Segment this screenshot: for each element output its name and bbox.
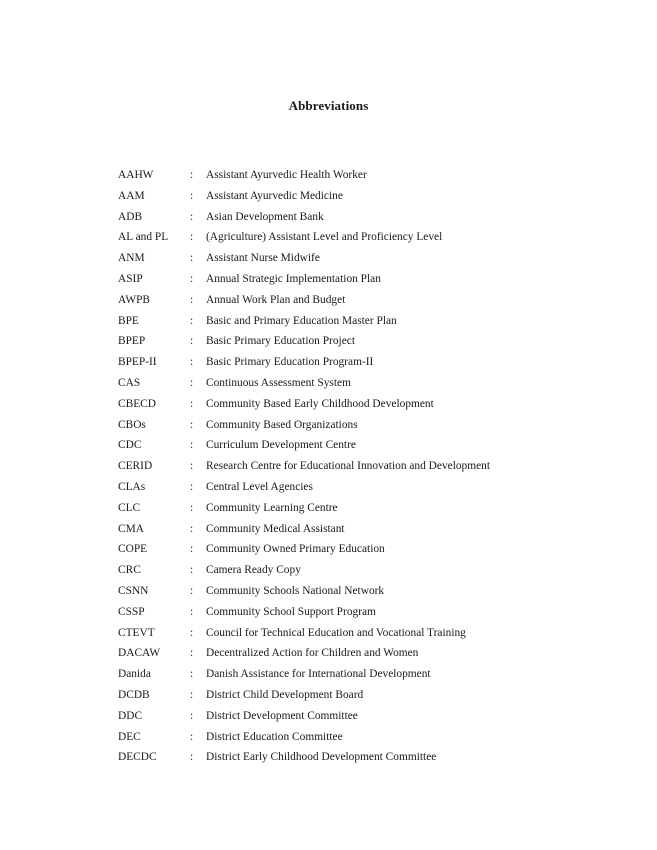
abbreviation-term: CRC	[118, 564, 141, 577]
abbreviation-separator: :	[190, 564, 194, 577]
abbreviation-term: CTEVT	[118, 626, 155, 639]
abbreviation-term: CAS	[118, 376, 141, 389]
page-title: Abbreviations	[288, 98, 369, 113]
abbreviation-definition: Community Based Early Childhood Development	[206, 397, 434, 410]
abbreviation-separator: :	[190, 668, 194, 681]
abbreviation-row	[0, 560, 657, 581]
abbreviation-row	[0, 227, 657, 248]
abbreviation-row	[0, 643, 657, 664]
abbreviation-separator: :	[190, 189, 194, 202]
abbreviation-row	[0, 664, 657, 685]
abbreviation-separator: :	[190, 647, 194, 660]
abbreviation-definition: Community Owned Primary Education	[206, 543, 385, 556]
abbreviation-separator: :	[190, 584, 194, 597]
abbreviation-definition: Assistant Ayurvedic Health Worker	[206, 169, 367, 181]
abbreviation-term: ADB	[118, 210, 143, 223]
abbreviation-row	[0, 373, 657, 394]
abbreviation-row	[0, 539, 657, 560]
abbreviation-row	[0, 435, 657, 456]
abbreviation-separator: :	[190, 501, 194, 514]
abbreviation-separator: :	[190, 460, 194, 473]
abbreviation-term: CLC	[118, 501, 141, 514]
abbreviation-term: DDC	[118, 709, 143, 722]
abbreviation-definition: Research Centre for Educational Innovation and Development	[206, 460, 491, 473]
abbreviation-separator: :	[190, 376, 194, 389]
abbreviation-separator: :	[190, 356, 194, 369]
abbreviation-term: ASIP	[118, 272, 143, 285]
abbreviation-row	[0, 498, 657, 519]
abbreviation-row	[0, 456, 657, 477]
abbreviation-definition: Curriculum Development Centre	[206, 439, 356, 452]
abbreviation-term: BPEP-II	[118, 356, 157, 369]
abbreviation-separator: :	[190, 335, 194, 348]
abbreviation-term: DECDC	[118, 751, 157, 764]
abbreviation-term: DCDB	[118, 688, 150, 701]
abbreviation-definition: Assistant Nurse Midwife	[206, 252, 320, 265]
abbreviation-separator: :	[190, 252, 194, 265]
abbreviation-term: DEC	[118, 730, 141, 743]
abbreviation-definition: Community Medical Assistant	[206, 522, 345, 535]
abbreviation-definition: District Development Committee	[206, 709, 358, 722]
abbreviation-row	[0, 248, 657, 269]
abbreviation-row	[0, 186, 657, 207]
abbreviation-separator: :	[190, 439, 194, 452]
abbreviation-term: CBOs	[118, 418, 146, 431]
abbreviation-row	[0, 269, 657, 290]
abbreviation-definition: Annual Work Plan and Budget	[206, 293, 346, 306]
abbreviation-separator: :	[190, 730, 194, 743]
abbreviation-row	[0, 685, 657, 706]
abbreviation-term: DACAW	[118, 647, 161, 660]
abbreviation-term: CDC	[118, 439, 142, 452]
abbreviation-row	[0, 747, 657, 768]
abbreviation-term: CBECD	[118, 397, 156, 410]
abbreviation-definition: (Agriculture) Assistant Level and Proficiency Level	[206, 231, 443, 244]
abbreviation-row	[0, 706, 657, 727]
abbreviation-definition: Continuous Assessment System	[206, 376, 351, 389]
abbreviation-definition: Community Schools National Network	[206, 584, 385, 597]
abbreviation-term: Danida	[118, 668, 151, 681]
abbreviation-definition: Basic Primary Education Project	[206, 335, 355, 348]
abbreviation-definition: Central Level Agencies	[206, 480, 313, 493]
abbreviation-row	[0, 519, 657, 540]
abbreviation-separator: :	[190, 709, 194, 722]
abbreviation-separator: :	[190, 522, 194, 535]
abbreviation-separator: :	[190, 543, 194, 556]
abbreviation-definition: Camera Ready Copy	[206, 564, 301, 577]
abbreviation-definition: District Early Childhood Development Committee	[206, 751, 437, 764]
abbreviation-separator: :	[190, 314, 194, 327]
abbreviation-row	[0, 352, 657, 373]
abbreviation-definition: Annual Strategic Implementation Plan	[206, 272, 381, 285]
abbreviation-term: CERID	[118, 460, 153, 473]
abbreviation-term: ANM	[118, 252, 145, 265]
abbreviation-list	[0, 165, 657, 768]
abbreviation-definition: Community School Support Program	[206, 605, 376, 618]
abbreviation-definition: Danish Assistance for International Development	[206, 668, 431, 681]
abbreviation-row	[0, 623, 657, 644]
abbreviation-term: CLAs	[118, 480, 146, 493]
abbreviation-term: COPE	[118, 543, 148, 556]
abbreviation-row	[0, 415, 657, 436]
abbreviation-definition: Council for Technical Education and Vocational Training	[206, 626, 466, 639]
abbreviation-definition: Decentralized Action for Children and Women	[206, 647, 419, 660]
abbreviation-separator: :	[190, 751, 194, 764]
abbreviation-separator: :	[190, 626, 194, 639]
abbreviation-separator: :	[190, 169, 194, 181]
abbreviation-term: CSNN	[118, 584, 149, 597]
abbreviation-definition: Assistant Ayurvedic Medicine	[206, 189, 343, 202]
abbreviation-term: CMA	[118, 522, 144, 535]
abbreviation-definition: District Education Committee	[206, 730, 343, 743]
abbreviation-definition: Basic and Primary Education Master Plan	[206, 314, 397, 327]
abbreviation-separator: :	[190, 231, 194, 244]
abbreviation-term: BPEP	[118, 335, 146, 348]
abbreviation-row	[0, 290, 657, 311]
abbreviation-row	[0, 394, 657, 415]
abbreviation-separator: :	[190, 605, 194, 618]
abbreviation-separator: :	[190, 397, 194, 410]
abbreviation-row	[0, 477, 657, 498]
abbreviation-term: AAHW	[118, 169, 154, 181]
abbreviation-term: CSSP	[118, 605, 145, 618]
abbreviation-definition: District Child Development Board	[206, 688, 364, 701]
abbreviation-separator: :	[190, 210, 194, 223]
abbreviation-row	[0, 311, 657, 332]
abbreviation-row	[0, 602, 657, 623]
abbreviation-row	[0, 207, 657, 228]
abbreviation-separator: :	[190, 293, 194, 306]
abbreviation-row	[0, 331, 657, 352]
abbreviation-row	[0, 727, 657, 748]
abbreviation-term: BPE	[118, 314, 139, 327]
abbreviation-term: AAM	[118, 189, 145, 202]
abbreviation-term: AWPB	[118, 293, 150, 306]
abbreviation-definition: Community Based Organizations	[206, 418, 358, 431]
abbreviation-separator: :	[190, 418, 194, 431]
abbreviation-separator: :	[190, 272, 194, 285]
abbreviation-row	[0, 165, 657, 186]
abbreviation-separator: :	[190, 688, 194, 701]
abbreviation-separator: :	[190, 480, 194, 493]
abbreviation-row	[0, 581, 657, 602]
abbreviation-definition: Basic Primary Education Program-II	[206, 356, 374, 369]
abbreviation-term: AL and PL	[118, 231, 169, 244]
abbreviation-definition: Asian Development Bank	[206, 210, 324, 223]
abbreviation-definition: Community Learning Centre	[206, 501, 338, 514]
